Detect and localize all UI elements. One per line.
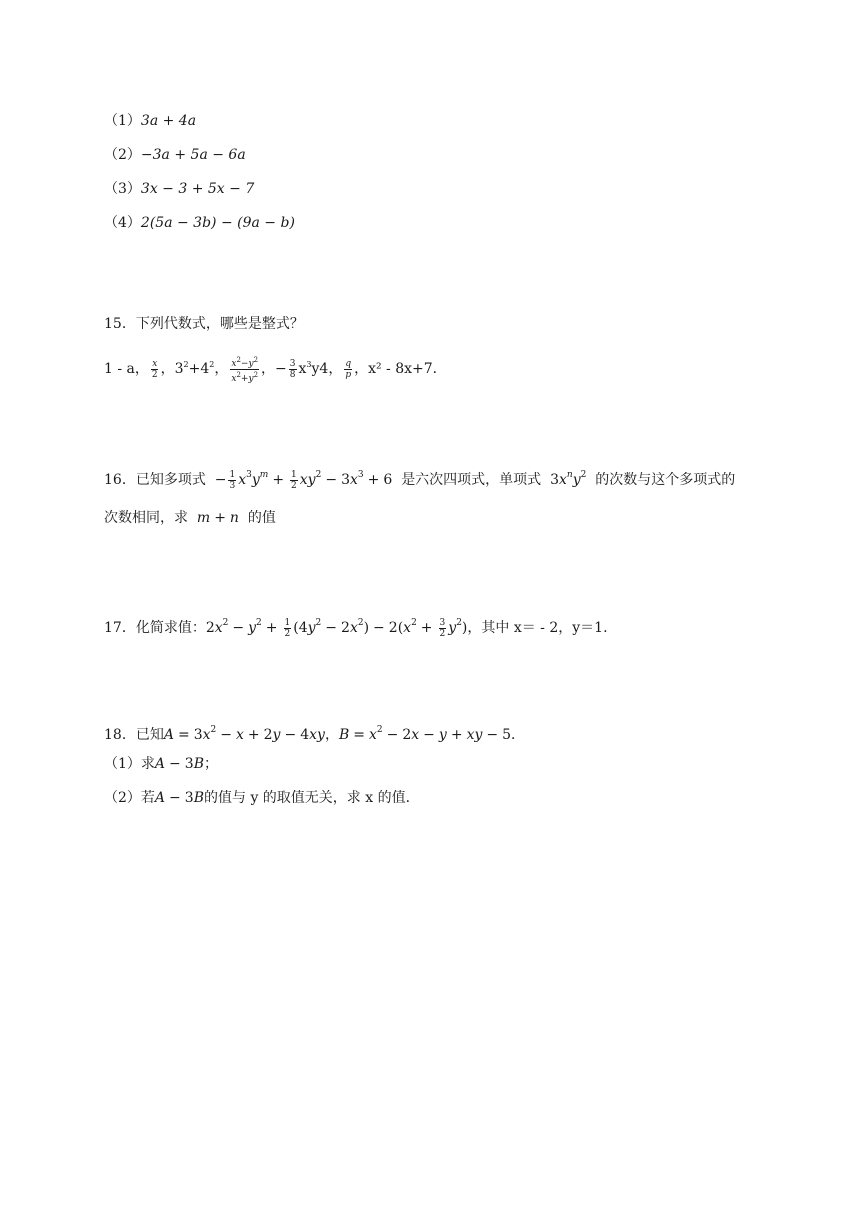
q17-suffix: ，其中 x＝ - 2，y＝1. [467, 620, 608, 636]
q18-sub-1-suffix: ； [204, 756, 218, 772]
q14-item-2 [104, 145, 246, 165]
q16-line-2a: 次数相同，求 [104, 510, 188, 526]
q15-term-powers: $3^2+4^2$ [174, 360, 215, 377]
q14-item-3-expr: 3x − 3 + 5x − 7 [140, 181, 255, 197]
q18-stem-prefix: 18．已知 [104, 727, 164, 743]
q16-line-1 [104, 458, 735, 492]
q18-sub-1-expr: A − 3B [154, 756, 204, 772]
q18-definitions: $A = 3x^2 - x + 2y - 4xy$，$B = x^2 - 2x - y$ + xy − 5 [163, 725, 512, 743]
q15-list-tail: x² - 8x+7． [368, 361, 447, 377]
q18-sub-2-suffix: 的值与 y 的取值无关，求 x 的值． [204, 790, 420, 806]
q16-line-2b: 的值 [247, 510, 276, 526]
q16-line-2 [104, 508, 276, 528]
q17-expression: $2x^2 - y^2$ + $\frac{1}{2}$ $(4y^2 - 2x^2) - 2(x^2$ + $\frac{3}{2}$ $y^2$) [205, 617, 468, 639]
q14-item-3 [104, 179, 254, 199]
q14-item-3-label: （3） [104, 181, 141, 197]
fraction-q-over-p: $\frac{q}{p}$ [345, 358, 352, 380]
q14-item-4-label: （4） [104, 215, 141, 231]
q17-prefix: 17．化简求值： [104, 620, 206, 636]
fraction-x-over-2: $\frac{x}{2}$ [151, 358, 158, 380]
q14-item-4-expr: 2(5a − 3b) − (9a − b) [140, 215, 295, 231]
q18-sub-1 [104, 754, 218, 774]
q14-item-2-expr: −3a + 5a − 6a [140, 147, 246, 163]
q15-expression-list: 1 - a， $\frac{x}{2}$ ，$3^2+4^2$， $\frac{x^2-y^2}{x^2+y^2}$ ，− $\frac{3}{8}$ $x^3y4$， $\frac{q}{p}$ ，x² - 8x+7． [104, 355, 447, 384]
q15-term-monomial: − $\frac{3}{8}$ $x^3y4$ [275, 358, 329, 380]
q14-item-4 [104, 213, 295, 233]
q16-prefix: 16．已知多项式 [104, 472, 206, 488]
q16-monomial: $3x^ny^2$ [550, 470, 587, 488]
q16-mid-2: 的次数与这个多项式的 [595, 472, 736, 488]
q14-item-1 [104, 111, 196, 131]
q18-sub-2-prefix: （2）若 [104, 790, 155, 806]
q16-polynomial: − $\frac{1}{3}$ $x^3y^m$ + $\frac{1}{2}$ $xy^2 - 3x^3 + 6$ [210, 469, 393, 491]
q18-stem: 18．已知$A = 3x^2 - x + 2y - 4xy$，$B = x^2 - 2x - y$ + xy − 5． [104, 725, 526, 743]
q14-item-2-label: （2） [104, 147, 141, 163]
fraction-diff-over-sum-squares: $\frac{x^2-y^2}{x^2+y^2}$ [231, 355, 259, 384]
q17-line [104, 606, 608, 640]
q15-list-prefix: 1 - a， [104, 361, 149, 377]
q14-item-1-expr: 3a + 4a [140, 113, 197, 129]
q16-mid-1: 是六次四项式，单项式 [401, 472, 542, 488]
q18-sub-2 [104, 788, 420, 808]
q14-item-1-label: （1） [104, 113, 141, 129]
q18-sub-1-prefix: （1）求 [104, 756, 155, 772]
q18-sub-2-expr: A − 3B [154, 790, 204, 806]
q16-m-plus-n: m + n [188, 510, 248, 526]
q15-stem: 15．下列代数式，哪些是整式？ [104, 316, 304, 332]
